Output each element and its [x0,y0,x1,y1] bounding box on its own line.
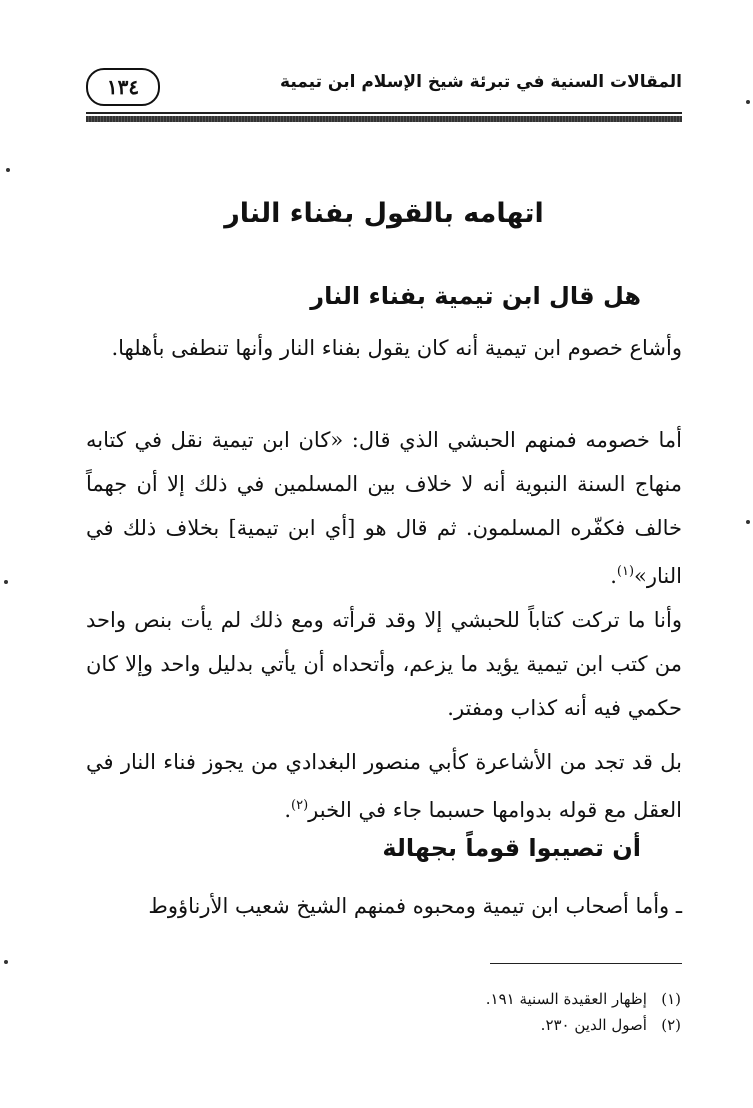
paragraph-end: . [610,564,617,588]
page-number: ١٣٤ [86,68,160,106]
paragraph [86,598,682,730]
footnote [541,1016,681,1034]
footnote-marker: (١) [616,564,635,579]
paragraph [86,326,682,370]
page-header [86,68,682,110]
paragraph [86,884,682,928]
footnote-text: أصول الدين ٢٣٠. [540,1016,647,1034]
footnote-text: إظهار العقيدة السنية ١٩١. [485,990,647,1008]
footnote-separator [490,963,682,964]
running-title: المقالات السنية في تبرئة شيخ الإسلام ابن تيمية [280,72,682,92]
section-heading: أن تصيبوا قوماً بجهالة [382,834,641,862]
paragraph-end: . [284,798,291,822]
scan-artifact [4,960,8,964]
paragraph [86,418,682,598]
chapter-title: اتهامه بالقول بفناء النار [224,198,544,229]
paragraph-text: ـ وأما أصحاب ابن تيمية ومحبوه فمنهم الشيخ شعيب الأرناؤوط [148,894,682,918]
header-rule [86,112,682,114]
footnote [486,990,681,1008]
paragraph-text: بل قد تجد من الأشاعرة كأبي منصور البغدادي من يجوز فناء النار في العقل مع قوله بدوامها حسبما جاء في الخبر [86,750,682,822]
footnote-number: (١) [661,990,681,1008]
scan-artifact [4,580,8,584]
paragraph-text: وأنا ما تركت كتاباً للحبشي إلا وقد قرأته ومع ذلك لم يأت بنص واحد من كتب ابن تيمية يؤيد ما يزعم، وأتحداه أن يأتي بدليل واحد وإلا كان حكمي فيه أنه كذاب ومفتر. [86,608,682,720]
footnote-number: (٢) [661,1016,681,1034]
header-decorative-band [86,116,682,122]
section-heading: هل قال ابن تيمية بفناء النار [310,282,641,310]
scan-artifact [746,100,750,104]
paragraph-text: وأشاع خصوم ابن تيمية أنه كان يقول بفناء النار وأنها تنطفى بأهلها. [111,336,682,360]
footnote-marker: (٢) [291,798,309,813]
scan-artifact [746,520,750,524]
paragraph-text: أما خصومه فمنهم الحبشي الذي قال: «كان ابن تيمية نقل في كتابه منهاج السنة النبوية أنه لا خلاف بين المسلمين في ذلك إلا أن جهماً خالف فكفّره المسلمون. ثم قال هو [أي ابن تيمية] بخلاف ذلك في النار» [86,428,682,588]
paragraph [86,740,682,832]
scan-artifact [6,168,10,172]
